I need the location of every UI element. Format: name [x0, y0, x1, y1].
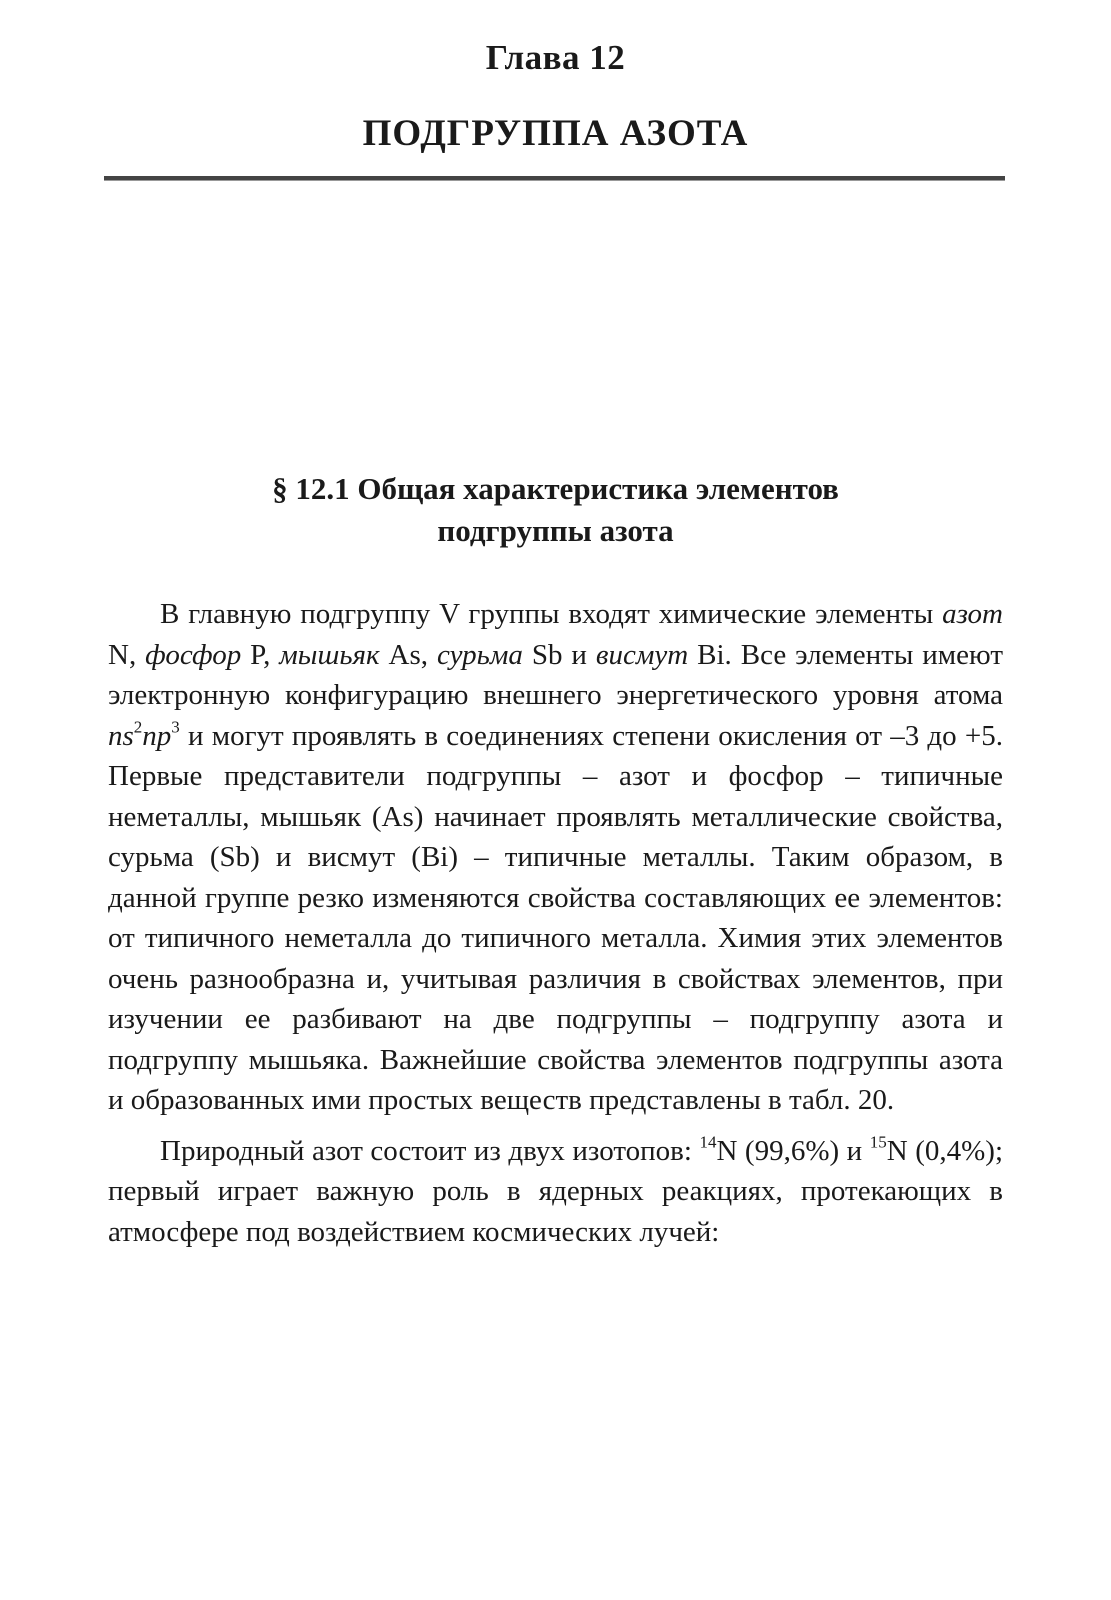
p1-text-5: Sb и	[522, 638, 596, 671]
p1-text-4: As,	[379, 638, 437, 671]
p1-text-7: и могут проявлять в соединениях степени окисления от –3 до +5. Первые представители подгруппы – азот и фосфор – типичные неметаллы, мышьяк (As) начинает проявлять металлические свойства, сурьма (Sb) и висмут (Bi) – типичные металлы. Таким образом, в данной группе резко изменяются свойства составляющих ее элементов: от типичного неметалла до типичного металла. Химия этих элементов очень разнообразна и, учитывая различия в свойствах элементов, при изучении ее разбивают на две подгруппы – подгруппу азота и подгруппу мышьяка. Важнейшие свойства элементов подгруппы азота и образованных ими простых веществ представлены в табл. 20.	[108, 719, 1003, 1116]
isotope-1-symbol: N	[716, 1134, 738, 1167]
section-title-line-2: подгруппы азота	[437, 513, 674, 548]
config-np: np	[142, 719, 172, 752]
chapter-divider	[104, 176, 1005, 180]
config-ns-exponent: 2	[133, 716, 143, 736]
p1-text-3: P,	[241, 638, 280, 671]
p1-text-2: N,	[108, 638, 146, 671]
p1-element-bismuth: висмут	[595, 638, 689, 671]
paragraph-1	[108, 594, 1003, 1121]
config-ns: ns	[108, 719, 134, 752]
section-title-line-1: § 12.1 Общая характеристика элементов	[272, 471, 839, 506]
chapter-title: ПОДГРУППА АЗОТА	[362, 113, 749, 154]
isotope-1-mass: 14	[699, 1131, 717, 1151]
p2-text-3: (0,4%); первый играет важную роль в ядерных реакциях, протекающих в атмосфере под воздействием космических лучей:	[108, 1134, 1004, 1248]
isotope-2-mass: 15	[869, 1131, 887, 1151]
config-np-exponent: 3	[171, 716, 180, 736]
p1-element-arsenic: мышьяк	[279, 638, 380, 671]
p1-text-1: В главную подгруппу V группы входят химические элементы	[160, 598, 943, 630]
p1-text-6: Bi. Все элементы имеют электронную конфигурацию внешнего энергетического уровня атома	[108, 638, 1003, 711]
p2-text-1: Природный азот состоит из двух изотопов:	[160, 1134, 700, 1167]
p1-element-antimony: сурьма	[437, 638, 523, 671]
p2-text-2: (99,6%) и	[737, 1134, 870, 1167]
body-text	[108, 594, 1003, 1252]
p1-element-nitrogen: азот	[942, 598, 1003, 630]
chapter-label: Глава 12	[485, 38, 626, 77]
section-title	[0, 468, 1111, 552]
paragraph-2	[108, 1131, 1003, 1253]
isotope-2-symbol: N	[886, 1134, 908, 1167]
p1-element-phosphorus: фосфор	[145, 638, 242, 671]
